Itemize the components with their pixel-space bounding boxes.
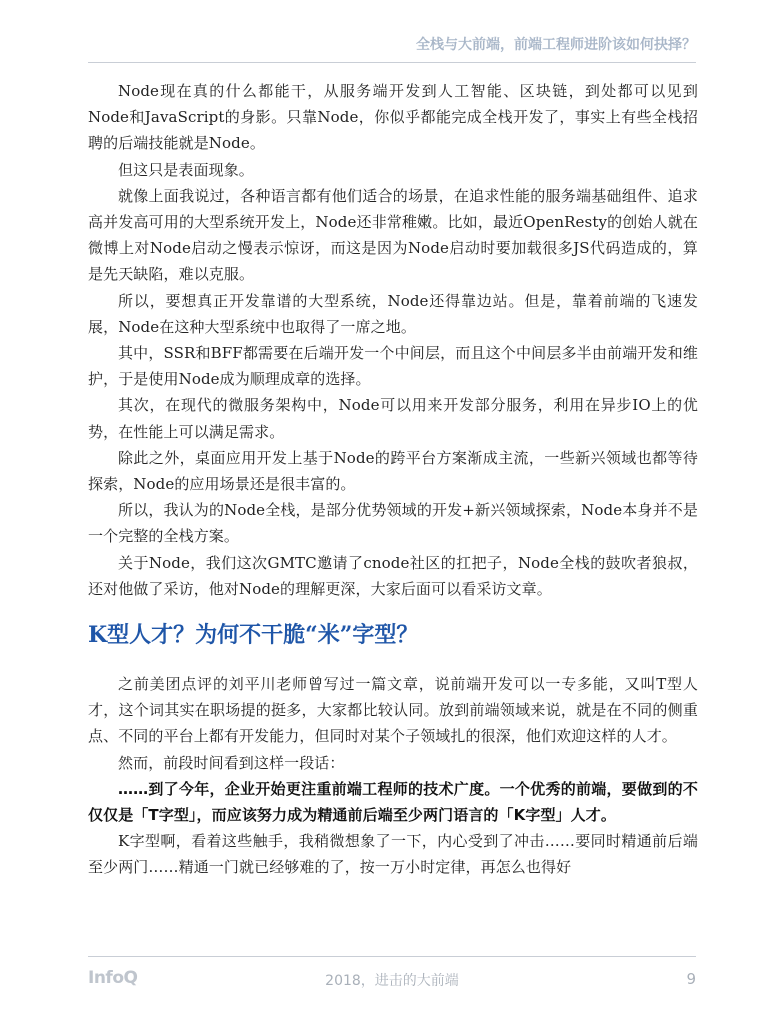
article-body [88,78,698,881]
paragraph: K字型啊，看着这些触手，我稍微想象了一下，内心受到了冲击……要同时精通前后端至少两门……精通一门就已经够难的了，按一万小时定律，再怎么也得好 [88,832,698,877]
section-heading: K型人才？为何不干脆“米”字型？ [88,622,419,649]
infoq-logo: InfoQ [88,968,138,988]
paragraph: 所以，我认为的Node全栈，是部分优势领域的开发+新兴领域探索，Node本身并不是一个完整的全栈方案。 [88,501,698,546]
paragraph: 所以，要想真正开发靠谱的大型系统，Node还得靠边站。但是，靠着前端的飞速发展，Node在这种大型系统中也取得了一席之地。 [88,291,698,336]
header-divider [88,62,696,63]
paragraph: 但这只是表面现象。 [118,160,254,179]
running-header: 全栈与大前端，前端工程师进阶该如何抉择？ [416,37,696,53]
paragraph: 就像上面我说过，各种语言都有他们适合的场景，在追求性能的服务端基础组件、追求高并发高可用的大型系统开发上，Node还非常稚嫩。比如，最近OpenResty的创始人就在微博上对Node启动之慢表示惊讶，而这是因为Node启动时要加载很多JS代码造成的，算是先天缺陷，难以克服。 [88,186,698,284]
footer-title: 2018，进击的大前端 [325,973,459,989]
paragraph: 其中，SSR和BFF都需要在后端开发一个中间层，而且这个中间层多半由前端开发和维护，于是使用Node成为顺理成章的选择。 [88,344,698,389]
paragraph: 关于Node，我们这次GMTC邀请了cnode社区的扛把子，Node全栈的鼓吹者狼叔，还对他做了采访，他对Node的理解更深，大家后面可以看采访文章。 [88,553,698,598]
paragraph: Node现在真的什么都能干，从服务端开发到人工智能、区块链，到处都可以见到Node和JavaScript的身影。只靠Node，你似乎都能完成全栈开发了，事实上有些全栈招聘的后端技能就是Node。 [88,82,698,153]
footer-divider [88,956,696,957]
paragraph: 其次，在现代的微服务架构中，Node可以用来开发部分服务，利用在异步IO上的优势，在性能上可以满足需求。 [88,396,698,441]
page-number: 9 [686,970,696,988]
paragraph: 除此之外，桌面应用开发上基于Node的跨平台方案渐成主流，一些新兴领域也都等待探索，Node的应用场景还是很丰富的。 [88,448,698,494]
quoted-passage: ……到了今年，企业开始更注重前端工程师的技术广度。一个优秀的前端，要做到的不仅仅是「T字型」，而应该努力成为精通前后端至少两门语言的「K字型」人才。 [88,779,698,825]
paragraph: 然而，前段时间看到这样一段话： [118,753,345,772]
paragraph: 之前美团点评的刘平川老师曾写过一篇文章，说前端开发可以一专多能，又叫T型人才，这个词其实在职场提的挺多，大家都比较认同。放到前端领域来说，就是在不同的侧重点、不同的平台上都有开发能力，但同时对某个子领域扎的很深，他们欢迎这样的人才。 [88,675,698,746]
